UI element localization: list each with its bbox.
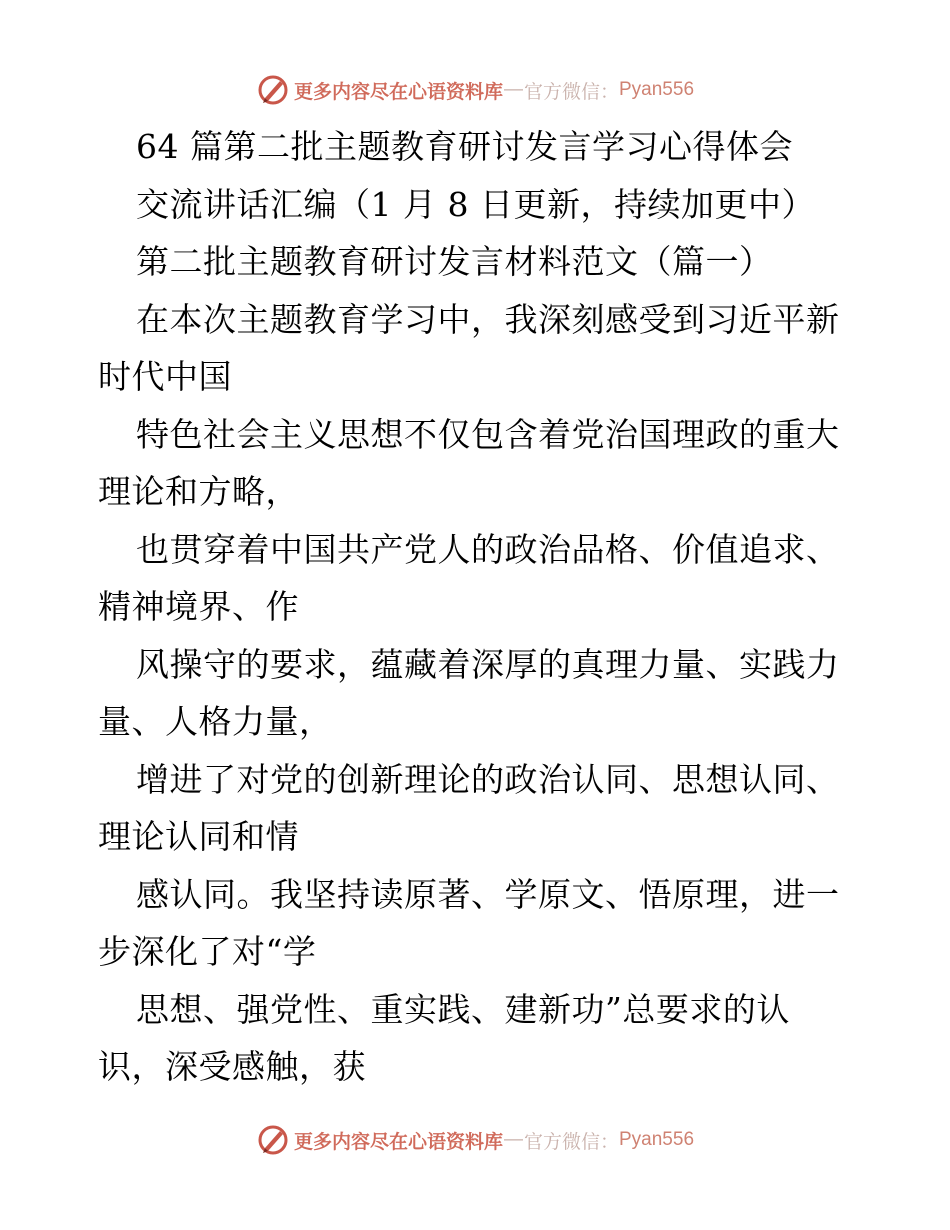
- watermark-label: 官方微信：: [523, 81, 619, 103]
- text-line: 步深化了对“学: [98, 932, 317, 971]
- text-line: 交流讲话汇编（1 月 8 日更新，持续加更中）: [136, 184, 815, 224]
- text-line: 风操守的要求，蕴藏着深厚的真理力量、实践力: [136, 644, 840, 684]
- document-body: [98, 118, 868, 1096]
- watermark-dash: —: [503, 79, 523, 100]
- footer-watermark: [0, 1120, 950, 1160]
- text-line: 时代中国: [98, 357, 232, 396]
- pen-logo-icon: [256, 1123, 290, 1157]
- header-watermark: [0, 70, 950, 110]
- text-line: 在本次主题教育学习中，我深刻感受到习近平新: [136, 299, 840, 339]
- text-line: 量、人格力量，: [98, 702, 333, 741]
- watermark-id: Pyan556: [619, 1129, 695, 1150]
- watermark-label: 官方微信：: [523, 1131, 619, 1153]
- text-line: 也贯穿着中国共产党人的政治品格、价值追求、: [136, 529, 840, 569]
- text-line: 思想、强党性、重实践、建新功”总要求的认: [136, 989, 790, 1029]
- text-line: 理论认同和情: [98, 817, 299, 856]
- text-line: 理论和方略，: [98, 472, 299, 511]
- watermark-id: Pyan556: [619, 79, 695, 100]
- watermark-brand: 更多内容尽在心语资料库: [293, 81, 503, 103]
- watermark-dash: —: [503, 1129, 523, 1150]
- text-line: 精神境界、作: [98, 587, 299, 626]
- text-line: 特色社会主义思想不仅包含着党治国理政的重大: [136, 414, 840, 454]
- text-line: 识，深受感触，获: [98, 1047, 366, 1086]
- watermark-brand: 更多内容尽在心语资料库: [293, 1131, 503, 1153]
- text-line: 64 篇第二批主题教育研讨发言学习心得体会: [136, 127, 793, 166]
- pen-logo-icon: [256, 73, 290, 107]
- text-line: 增进了对党的创新理论的政治认同、思想认同、: [136, 759, 840, 799]
- text-line: 感认同。我坚持读原著、学原文、悟原理，进一: [136, 874, 840, 914]
- text-line: 第二批主题教育研讨发言材料范文（篇一）: [136, 242, 773, 281]
